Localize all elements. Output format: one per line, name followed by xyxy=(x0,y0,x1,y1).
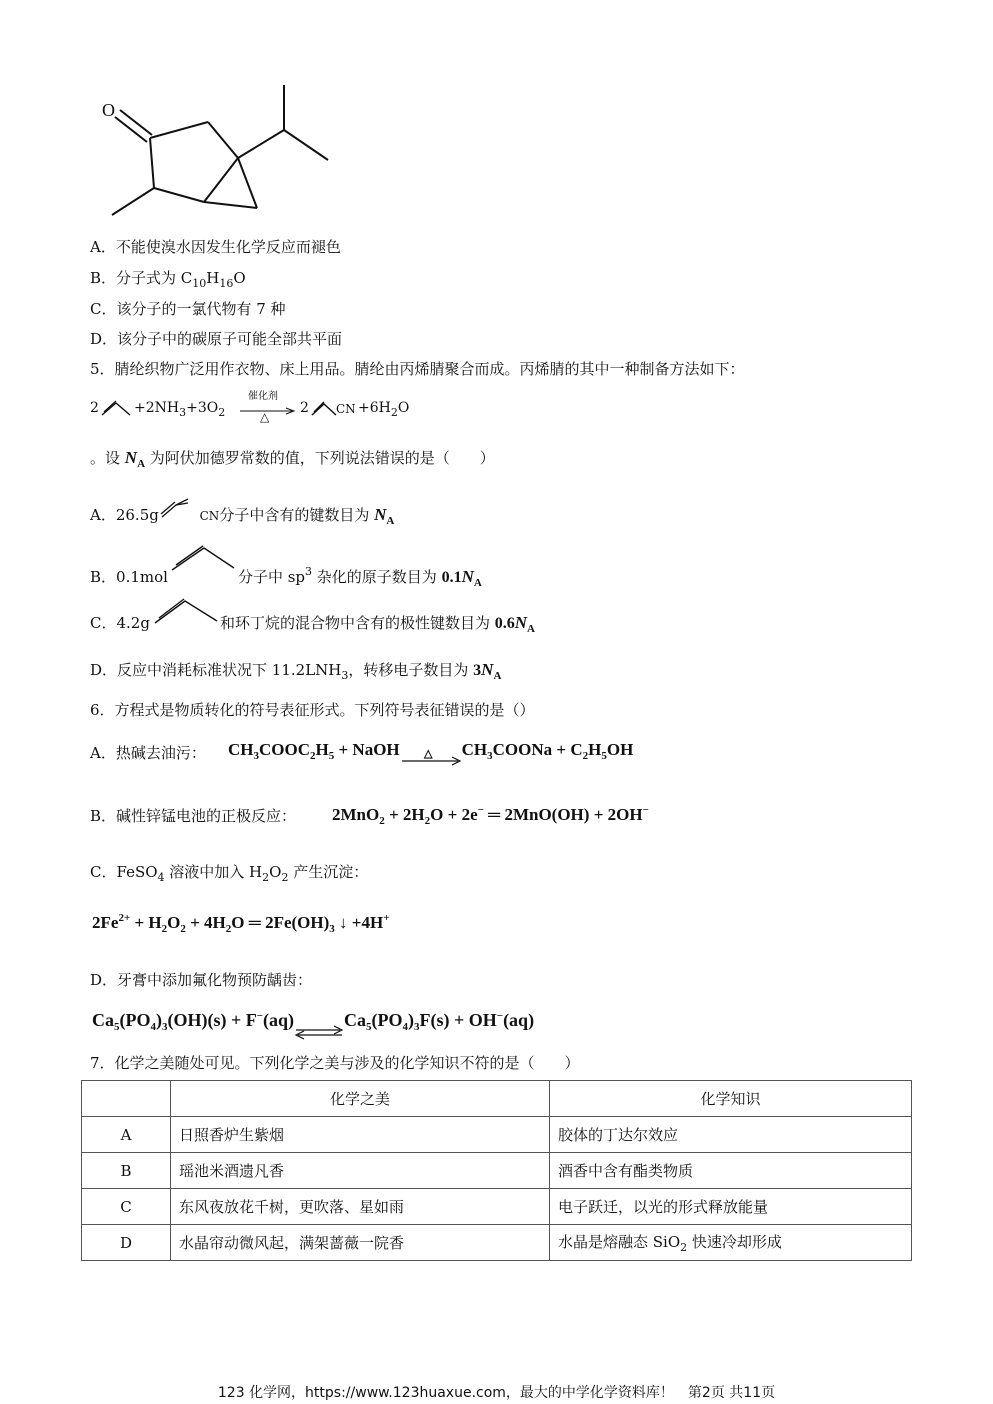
propene-structure-c xyxy=(153,597,223,627)
table-cell-beauty: 东风夜放花千树，更吹落、星如雨 xyxy=(171,1189,550,1225)
table-cell-key: C xyxy=(82,1189,171,1225)
table-cell-key: D xyxy=(82,1225,171,1261)
q4-option-b: B．分子式为 $C_{10}H_{16}O$ xyxy=(90,269,246,290)
q5-prompt: 。设 $N_A$ 为阿伏加德罗常数的值，下列说法错误的是（ ） xyxy=(90,448,495,470)
q6-equation-c: $2Fe^{2+} + H_2O_2 + 4H_2O$ ═ $2Fe(OH)_3$ ↓ +4H+ xyxy=(92,912,390,935)
q5-stem: 5．腈纶织物广泛用作衣物、床上用品。腈纶由丙烯腈聚合而成。丙烯腈的其中一种制备方法如下： xyxy=(90,360,745,378)
table-row xyxy=(82,1189,912,1225)
q6-equation-a: $CH_3COOC_2H_5$ + NaOH △ $CH_3COONa + C_2H_5OH$ xyxy=(228,740,633,762)
q7-stem: 7．化学之美随处可见。下列化学之美与涉及的化学知识不符的是（ ） xyxy=(90,1054,580,1072)
table-cell-knowledge: 电子跃迁，以光的形式释放能量 xyxy=(550,1189,912,1225)
table-header-cell: 化学知识 xyxy=(550,1081,912,1117)
svg-text:△: △ xyxy=(423,748,433,760)
page-footer: 123 化学网，https://www.123huaxue.com，最大的中学化学资料库！ 第2页 共11页 xyxy=(217,1385,776,1401)
oxygen-label: O xyxy=(102,100,115,120)
table-header-cell: 化学之美 xyxy=(171,1081,550,1117)
q6-option-b-label: B．碱性锌锰电池的正极反应： xyxy=(90,807,297,825)
table-cell-beauty: 水晶帘动微风起，满架蔷薇一院香 xyxy=(171,1225,550,1261)
q6-equation-b: $2MnO_2 + 2H_2O + 2e^-$ ═ 2MnO(OH) + 2OH− xyxy=(332,804,649,827)
q6-equation-d: $Ca_5(PO_4)_3(OH)(s) + F^-(aq)$ $Ca_5(PO_4)_3F(s) + OH^-(aq)$ xyxy=(92,1010,534,1033)
q6-option-c-label: C．FeSO$_4$ 溶液中加入 $H_2O_2$ 产生沉淀： xyxy=(90,863,369,884)
propene-structure-b xyxy=(170,544,240,574)
table-row xyxy=(82,1225,912,1261)
table-row xyxy=(82,1153,912,1189)
table-header-cell xyxy=(82,1081,171,1117)
q6-stem: 6．方程式是物质转化的符号表征形式。下列符号表征错误的是（） xyxy=(90,701,535,719)
q5-option-a: A．26.5g CN分子中含有的键数目为 $N_A$ xyxy=(90,505,395,527)
table-cell-knowledge: 酒香中含有酯类物质 xyxy=(550,1153,912,1189)
table-cell-key: A xyxy=(82,1117,171,1153)
table-cell-beauty: 日照香炉生紫烟 xyxy=(171,1117,550,1153)
table-cell-beauty: 瑶池米酒遗凡香 xyxy=(171,1153,550,1189)
q7-table xyxy=(81,1080,912,1261)
table-header-row xyxy=(82,1081,912,1117)
ketone-skeletal-structure xyxy=(100,80,340,230)
q6-option-a-label: A．热碱去油污： xyxy=(90,744,206,762)
q4-option-c: C．该分子的一氯代物有 7 种 xyxy=(90,300,286,318)
q6-option-d-label: D．牙膏中添加氟化物预防龋齿： xyxy=(90,971,313,989)
table-row xyxy=(82,1117,912,1153)
table-cell-knowledge: 胶体的丁达尔效应 xyxy=(550,1117,912,1153)
q5-reaction-equation: 2 $+2NH_3+3O_2$ 催化剂 △ 2 CN $+6H_2O$ xyxy=(90,391,410,424)
acrylonitrile-structure-a xyxy=(160,497,200,521)
q5-option-c: C．4.2g 和环丁烷的混合物中含有的极性键数目为 $0.6N_A$ xyxy=(90,613,535,635)
q4-option-d: D．该分子中的碳原子可能全部共平面 xyxy=(90,330,343,348)
q4-option-a: A．不能使溴水因发生化学反应而褪色 xyxy=(90,238,341,256)
table-cell-knowledge: 水晶是熔融态 SiO$_2$ 快速冷却形成 xyxy=(550,1225,912,1261)
q5-option-b: B．0.1mol 分子中 $sp^3$ 杂化的原子数目为 $0.1N_A$ xyxy=(90,565,482,589)
q5-option-d: D．反应中消耗标准状况下 $11.2LNH_3$，转移电子数目为 $3N_A$ xyxy=(90,660,502,682)
table-cell-key: B xyxy=(82,1153,171,1189)
